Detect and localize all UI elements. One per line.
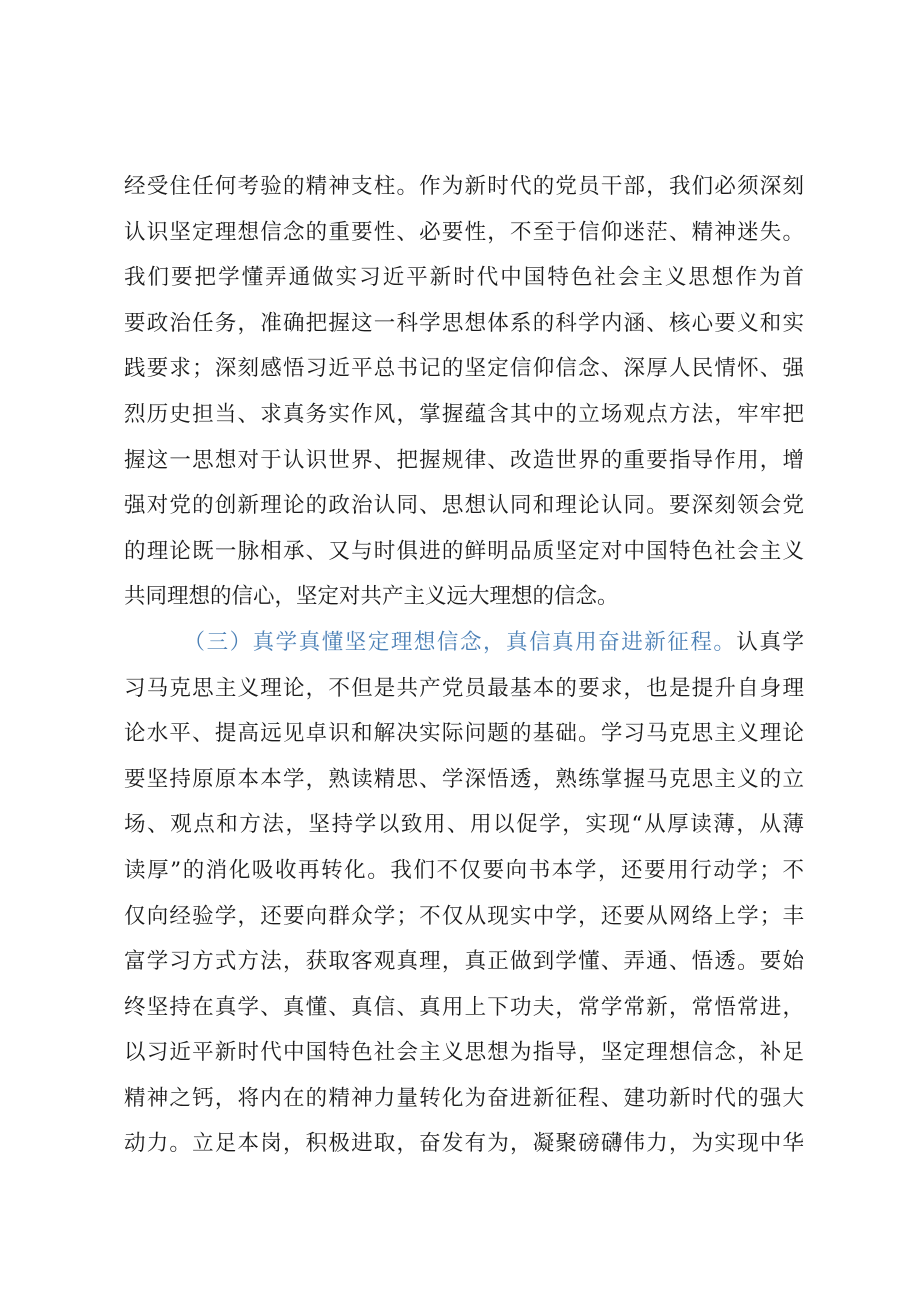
paragraph1-line-1: 经受住任何考验的精神支柱。作为新时代的党员干部，我们必须深刻: [124, 174, 804, 199]
paragraph1-line-9: 的理论既一脉相承、又与时俱进的鲜明品质坚定对中国特色社会主义: [124, 538, 804, 564]
paragraph2-line-1: 习马克思主义理论，不但是共产党员最基本的要求，也是提升自身理: [124, 675, 804, 701]
paragraph2-line-6: 仅向经验学，还要向群众学；不仅从现实中学，还要从网络上学；丰: [124, 903, 804, 929]
paragraph1-line-4: 要政治任务，准确把握这一科学思想体系的科学内涵、核心要义和实: [124, 310, 804, 336]
paragraph1-line-5: 践要求；深刻感悟习近平总书记的坚定信仰信念、深厚人民情怀、强: [124, 356, 804, 382]
paragraph2-line-5: 读厚”的消化吸收再转化。我们不仅要向书本学，还要用行动学；不: [124, 857, 804, 883]
paragraph1-line-8: 强对党的创新理论的政治认同、思想认同和理论认同。要深刻领会党: [124, 493, 804, 519]
paragraph2-line-10: 精神之钙，将内在的精神力量转化为奋进新征程、建功新时代的强大: [124, 1085, 804, 1111]
paragraph1-line-2: 认识坚定理想信念的重要性、必要性，不至于信仰迷茫、精神迷失。: [124, 219, 804, 245]
paragraph1-line-6: 烈历史担当、求真务实作风，掌握蕴含其中的立场观点方法，牢牢把: [124, 401, 804, 427]
paragraph2-line-3: 要坚持原原本本学，熟读精思、学深悟透，熟练掌握马克思主义的立: [124, 766, 804, 792]
paragraph1-line-10: 共同理想的信心，坚定对共产主义远大理想的信念。: [124, 584, 619, 610]
section-heading: （三）真学真懂坚定理想信念，真信真用奋进新征程。: [182, 629, 737, 655]
paragraph2-line-4: 场、观点和方法，坚持学以致用、用以促学，实现“从厚读薄，从薄: [124, 812, 804, 838]
paragraph2-line-7: 富学习方式方法，获取客观真理，真正做到学懂、弄通、悟透。要始: [124, 949, 804, 975]
body-text: [124, 164, 804, 1167]
paragraph2-line-9: 以习近平新时代中国特色社会主义思想为指导，坚定理想信念，补足: [124, 1040, 804, 1066]
paragraph2-line-2: 论水平、提高远见卓识和解决实际问题的基础。学习马克思主义理论: [124, 721, 804, 747]
paragraph1-line-3: 我们要把学懂弄通做实习近平新时代中国特色社会主义思想作为首: [124, 265, 804, 291]
section-heading-tail: 认真学: [736, 629, 804, 655]
section-heading-line: [124, 620, 804, 666]
paragraph1-line-7: 握这一思想对于认识世界、把握规律、改造世界的重要指导作用，增: [124, 447, 804, 473]
paragraph2-line-11: 动力。立足本岗，积极进取，奋发有为，凝聚磅礴伟力，为实现中华: [124, 1131, 804, 1157]
paragraph2-line-8: 终坚持在真学、真懂、真信、真用上下功夫，常学常新，常悟常进，: [124, 994, 804, 1020]
